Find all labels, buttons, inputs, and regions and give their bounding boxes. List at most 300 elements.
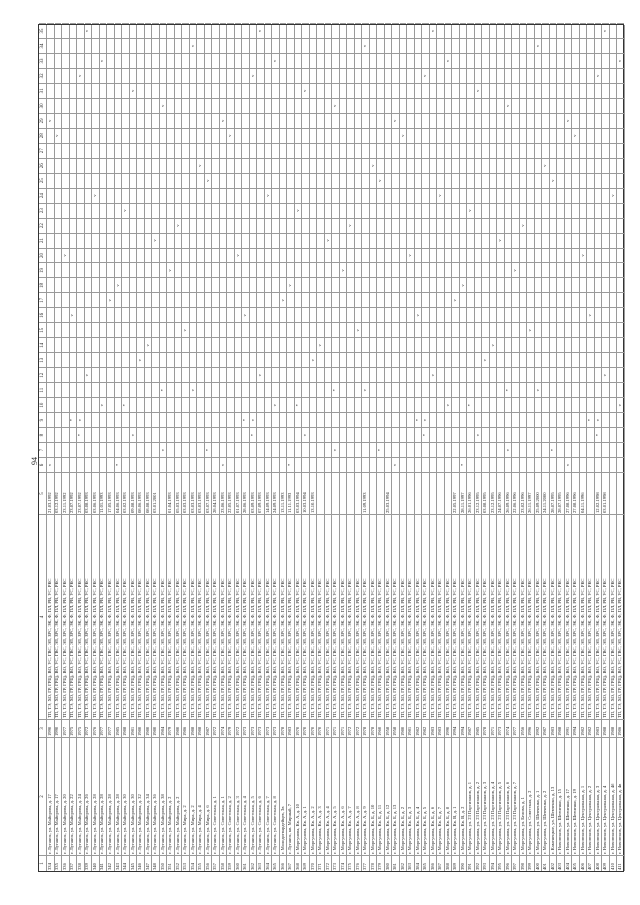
mark-cell xyxy=(505,322,512,337)
mark-cell xyxy=(197,23,204,38)
cell-year: 1973 xyxy=(497,719,504,737)
table-row xyxy=(407,25,415,871)
mark-cell xyxy=(475,457,482,472)
mark-cell xyxy=(467,322,474,337)
cell-year: 1958 xyxy=(385,719,392,737)
mark-cell xyxy=(182,248,189,263)
mark-cell xyxy=(325,262,332,277)
mark-cell xyxy=(490,38,497,53)
mark-cell xyxy=(385,203,392,218)
mark-cell xyxy=(437,143,444,158)
mark-cell xyxy=(145,442,152,457)
mark-cell xyxy=(527,367,534,382)
mark-cell xyxy=(62,457,69,472)
mark-cell xyxy=(520,38,527,53)
mark-cell xyxy=(160,188,167,203)
mark-cell xyxy=(287,233,294,248)
mark-cell xyxy=(235,128,242,143)
mark-cell xyxy=(100,173,107,188)
mark-cell xyxy=(475,203,482,218)
mark-cell xyxy=(205,262,212,277)
mark-cell: v xyxy=(295,203,302,218)
cell-year: 1975 xyxy=(70,719,77,737)
mark-cell xyxy=(55,83,62,98)
mark-cell xyxy=(100,143,107,158)
mark-cell xyxy=(55,38,62,53)
mark-cell xyxy=(542,412,549,427)
mark-cell xyxy=(317,113,324,128)
mark-cell: * xyxy=(595,427,602,442)
mark-cell xyxy=(227,98,234,113)
mark-cell xyxy=(535,23,542,38)
mark-cell xyxy=(317,23,324,38)
mark-cell: v xyxy=(332,442,339,457)
mark-cell xyxy=(115,98,122,113)
mark-cell xyxy=(257,158,264,173)
mark-cell xyxy=(505,83,512,98)
mark-cell xyxy=(145,307,152,322)
mark-cell xyxy=(610,382,617,397)
mark-cell xyxy=(115,427,122,442)
mark-cell: * xyxy=(377,442,384,457)
mark-cell xyxy=(535,158,542,173)
mark-cell xyxy=(460,113,467,128)
mark-cell xyxy=(302,233,309,248)
mark-cell xyxy=(55,233,62,248)
mark-cell xyxy=(197,173,204,188)
mark-cell xyxy=(550,38,557,53)
cell-n: 392 xyxy=(475,855,482,871)
mark-cell xyxy=(257,98,264,113)
mark-cell xyxy=(535,98,542,113)
cell-date: 07.09.1993 xyxy=(257,472,264,514)
cell-list: ТП, ТЭ, ХО, ГР, ГРЦ), ВО, УС, ГВС, ЭЛ, ЗРС, ЭК, Ф, ПЛ, РВ, УС, РКС xyxy=(100,514,107,719)
mark-cell xyxy=(587,23,594,38)
mark-cell xyxy=(355,218,362,233)
mark-cell: v xyxy=(550,173,557,188)
mark-cell xyxy=(302,68,309,83)
mark-cell xyxy=(272,38,279,53)
cell-list: ТП, ТЭ, ХО, ГР, ГРЦ), ВО, УС, ГВС, ЭЛ, ЗРС, ЭК, Ф, ПЛ, РВ, УС, РКС xyxy=(392,514,399,719)
mark-cell xyxy=(205,292,212,307)
mark-cell xyxy=(325,292,332,307)
cell-list: ТП, ТЭ, ХО, ГР, ГРЦ), ВО, УС, ГВС, ЭЛ, ЗРС, ЭК, Ф, ПЛ, РВ, УС, РКС xyxy=(160,514,167,719)
mark-cell xyxy=(587,367,594,382)
mark-cell xyxy=(182,307,189,322)
cell-date: 23.07.1992 xyxy=(77,472,84,514)
cell-date: 01.04.1993 xyxy=(167,472,174,514)
mark-cell: * xyxy=(415,412,422,427)
mark-cell xyxy=(55,248,62,263)
mark-cell xyxy=(527,113,534,128)
mark-cell xyxy=(347,457,354,472)
cell-addr: г. Моргунова, ул. 23 Партизанов, д. 3 xyxy=(482,737,489,855)
cell-addr: г. Моргунова, Кв. А, д. 8 xyxy=(355,737,362,855)
mark-cell xyxy=(370,68,377,83)
mark-cell: v xyxy=(332,98,339,113)
mark-cell xyxy=(242,262,249,277)
mark-cell xyxy=(295,233,302,248)
mark-cell xyxy=(302,307,309,322)
mark-cell xyxy=(475,322,482,337)
mark-cell xyxy=(152,143,159,158)
table-row xyxy=(92,25,100,871)
mark-cell xyxy=(505,292,512,307)
mark-cell xyxy=(332,188,339,203)
mark-cell xyxy=(287,38,294,53)
mark-cell xyxy=(340,83,347,98)
mark-cell xyxy=(130,322,137,337)
mark-cell xyxy=(47,442,54,457)
mark-cell xyxy=(460,337,467,352)
mark-cell xyxy=(115,262,122,277)
mark-cell xyxy=(497,128,504,143)
mark-cell xyxy=(452,397,459,412)
mark-cell xyxy=(527,53,534,68)
mark-cell xyxy=(587,337,594,352)
mark-cell xyxy=(272,382,279,397)
mark-cell xyxy=(310,248,317,263)
mark-cell xyxy=(332,218,339,233)
mark-cell: v xyxy=(115,277,122,292)
mark-cell: v xyxy=(565,113,572,128)
mark-cell xyxy=(490,143,497,158)
mark-cell xyxy=(287,158,294,173)
mark-cell xyxy=(47,337,54,352)
mark-cell xyxy=(302,322,309,337)
cell-addr: г. Луганск, ул. Майорова, д. 30 xyxy=(130,737,137,855)
mark-cell xyxy=(550,277,557,292)
mark-cell xyxy=(70,292,77,307)
mark-cell xyxy=(220,367,227,382)
mark-cell xyxy=(497,457,504,472)
mark-cell xyxy=(385,412,392,427)
mark-cell xyxy=(347,382,354,397)
mark-cell xyxy=(392,38,399,53)
mark-cell: v xyxy=(460,277,467,292)
mark-cell xyxy=(610,68,617,83)
mark-cell xyxy=(445,352,452,367)
mark-cell xyxy=(325,173,332,188)
cell-list: ТП, ТЭ, ХО, ГР, ГРЦ), ВО, УС, ГВС, ЭЛ, ЗРС, ЭК, Ф, ПЛ, РВ, УС, РКС xyxy=(310,514,317,719)
mark-cell xyxy=(557,277,564,292)
mark-cell xyxy=(227,68,234,83)
table-row xyxy=(520,25,528,871)
mark-cell xyxy=(580,173,587,188)
mark-cell xyxy=(182,188,189,203)
mark-cell xyxy=(482,173,489,188)
mark-cell xyxy=(107,248,114,263)
mark-cell xyxy=(422,203,429,218)
mark-cell xyxy=(152,382,159,397)
mark-cell xyxy=(242,23,249,38)
mark-cell xyxy=(145,83,152,98)
mark-cell xyxy=(227,53,234,68)
mark-cell xyxy=(160,322,167,337)
mark-cell xyxy=(340,352,347,367)
mark-cell xyxy=(77,128,84,143)
mark-cell xyxy=(482,38,489,53)
mark-cell xyxy=(77,367,84,382)
mark-cell xyxy=(482,113,489,128)
cell-year: 1986 xyxy=(617,719,624,737)
mark-cell xyxy=(212,128,219,143)
mark-cell xyxy=(130,158,137,173)
cell-list: ТП, ТЭ, ХО, ГР, ГРЦ), ВО, УС, ГВС, ЭЛ, ЗРС, ЭК, Ф, ПЛ, РВ, УС, РКС xyxy=(482,514,489,719)
mark-cell xyxy=(602,337,609,352)
mark-cell xyxy=(520,53,527,68)
mark-cell xyxy=(310,68,317,83)
mark-cell xyxy=(302,382,309,397)
cell-n: 360 xyxy=(235,855,242,871)
mark-cell xyxy=(227,83,234,98)
mark-cell xyxy=(265,173,272,188)
mark-cell xyxy=(535,248,542,263)
column-header: 33 xyxy=(39,53,46,68)
mark-cell xyxy=(407,113,414,128)
mark-cell xyxy=(92,233,99,248)
mark-cell xyxy=(460,203,467,218)
mark-cell xyxy=(295,68,302,83)
mark-cell xyxy=(542,38,549,53)
mark-cell xyxy=(602,98,609,113)
table-row xyxy=(272,25,280,871)
mark-cell xyxy=(550,218,557,233)
mark-cell: v xyxy=(587,307,594,322)
mark-cell xyxy=(287,143,294,158)
mark-cell xyxy=(580,53,587,68)
mark-cell xyxy=(452,98,459,113)
mark-cell xyxy=(220,322,227,337)
cell-year: 1975 xyxy=(77,719,84,737)
mark-cell xyxy=(445,382,452,397)
mark-cell xyxy=(580,68,587,83)
mark-cell xyxy=(265,367,272,382)
mark-cell xyxy=(317,397,324,412)
mark-cell xyxy=(145,113,152,128)
mark-cell xyxy=(182,262,189,277)
mark-cell xyxy=(497,113,504,128)
mark-cell xyxy=(565,352,572,367)
mark-cell xyxy=(280,262,287,277)
mark-cell xyxy=(197,337,204,352)
mark-cell: v xyxy=(235,248,242,263)
table-row xyxy=(437,25,445,871)
mark-cell xyxy=(100,38,107,53)
mark-cell xyxy=(92,457,99,472)
mark-cell xyxy=(265,442,272,457)
mark-cell xyxy=(377,113,384,128)
mark-cell xyxy=(325,322,332,337)
mark-cell xyxy=(122,322,129,337)
mark-cell xyxy=(280,442,287,457)
mark-cell xyxy=(92,83,99,98)
mark-cell xyxy=(475,307,482,322)
cell-addr: г. Моргунова, Кв. А, д. 6 xyxy=(340,737,347,855)
cell-list: ТП, ТЭ, ХО, ГР, ГРЦ), ВО, УС, ГВС, ЭЛ, ЗРС, ЭК, Ф, ПЛ, РВ, УС, РКС xyxy=(445,514,452,719)
mark-cell xyxy=(437,53,444,68)
mark-cell xyxy=(317,442,324,457)
table-row xyxy=(190,25,198,871)
mark-cell xyxy=(452,262,459,277)
mark-cell xyxy=(85,128,92,143)
mark-cell xyxy=(580,367,587,382)
mark-cell: v xyxy=(482,352,489,367)
mark-cell xyxy=(617,68,624,83)
cell-addr: г. Луганск, ул. Майорова, д. 36 xyxy=(152,737,159,855)
mark-cell xyxy=(482,218,489,233)
mark-cell xyxy=(137,262,144,277)
cell-addr: г. Моргунова, Кв. Б, д. 6 xyxy=(430,737,437,855)
cell-year: 1987 xyxy=(205,719,212,737)
mark-cell xyxy=(115,38,122,53)
mark-cell xyxy=(272,352,279,367)
mark-cell xyxy=(77,218,84,233)
mark-cell xyxy=(190,337,197,352)
mark-cell xyxy=(370,53,377,68)
mark-cell xyxy=(490,233,497,248)
mark-cell xyxy=(482,382,489,397)
cell-year: 1983 xyxy=(287,719,294,737)
table-row xyxy=(595,25,603,871)
column-header: 25 xyxy=(39,173,46,188)
mark-cell xyxy=(475,218,482,233)
cell-list: ТП, ТЭ, ХО, ГР, ГРЦ), ВО, УС, ГВС, ЭЛ, ЗРС, ЭК, Ф, ПЛ, РВ, УС, РКС xyxy=(572,514,579,719)
mark-cell xyxy=(460,427,467,442)
mark-cell xyxy=(280,322,287,337)
mark-cell xyxy=(55,367,62,382)
mark-cell xyxy=(47,98,54,113)
mark-cell xyxy=(70,442,77,457)
mark-cell xyxy=(310,38,317,53)
mark-cell xyxy=(272,277,279,292)
mark-cell xyxy=(595,397,602,412)
cell-list: ТП, ТЭ, ХО, ГР, ГРЦ), ВО, УС, ГВС, ЭЛ, ЗРС, ЭК, Ф, ПЛ, РВ, УС, РКС xyxy=(415,514,422,719)
mark-cell xyxy=(490,442,497,457)
mark-cell xyxy=(460,83,467,98)
column-header: 3 xyxy=(39,719,46,737)
mark-cell xyxy=(175,262,182,277)
mark-cell xyxy=(460,352,467,367)
cell-date xyxy=(422,472,429,514)
mark-cell xyxy=(542,98,549,113)
cell-n: 411 xyxy=(617,855,624,871)
mark-cell xyxy=(520,262,527,277)
mark-cell xyxy=(460,367,467,382)
mark-cell xyxy=(85,262,92,277)
mark-cell xyxy=(505,218,512,233)
mark-cell xyxy=(512,292,519,307)
mark-cell xyxy=(595,337,602,352)
mark-cell xyxy=(70,113,77,128)
mark-cell xyxy=(385,218,392,233)
mark-cell xyxy=(617,203,624,218)
mark-cell: v xyxy=(100,397,107,412)
cell-n: 381 xyxy=(392,855,399,871)
mark-cell xyxy=(512,397,519,412)
mark-cell xyxy=(587,83,594,98)
mark-cell xyxy=(287,442,294,457)
mark-cell xyxy=(182,98,189,113)
mark-cell xyxy=(317,53,324,68)
cell-list: ТП, ТЭ, ХО, ГР, ГРЦ), ВО, УС, ГВС, ЭЛ, ЗРС, ЭК, Ф, ПЛ, РВ, УС, РКС xyxy=(602,514,609,719)
cell-n: 353 xyxy=(182,855,189,871)
mark-cell xyxy=(610,173,617,188)
mark-cell xyxy=(197,53,204,68)
mark-cell xyxy=(370,98,377,113)
mark-cell xyxy=(107,53,114,68)
mark-cell xyxy=(347,292,354,307)
mark-cell xyxy=(332,412,339,427)
mark-cell xyxy=(212,53,219,68)
mark-cell xyxy=(475,367,482,382)
table-row xyxy=(205,25,213,871)
page-number: 94 xyxy=(30,457,39,465)
mark-cell xyxy=(85,173,92,188)
cell-addr: г. Луганск, ул. Майорова, д. 38 xyxy=(160,737,167,855)
mark-cell xyxy=(445,322,452,337)
mark-cell xyxy=(370,218,377,233)
mark-cell xyxy=(85,457,92,472)
mark-cell: v xyxy=(190,38,197,53)
mark-cell xyxy=(475,38,482,53)
mark-cell xyxy=(437,427,444,442)
mark-cell xyxy=(542,397,549,412)
mark-cell xyxy=(370,248,377,263)
mark-cell xyxy=(55,457,62,472)
mark-cell: v xyxy=(47,113,54,128)
mark-cell xyxy=(467,307,474,322)
mark-cell xyxy=(602,427,609,442)
mark-cell xyxy=(550,262,557,277)
mark-cell xyxy=(197,457,204,472)
mark-cell xyxy=(175,158,182,173)
mark-cell xyxy=(152,457,159,472)
mark-cell xyxy=(62,442,69,457)
mark-cell xyxy=(257,442,264,457)
mark-cell xyxy=(77,277,84,292)
table-row xyxy=(557,25,565,871)
mark-cell xyxy=(160,143,167,158)
cell-list: ТП, ТЭ, ХО, ГР, ГРЦ), ВО, УС, ГВС, ЭЛ, ЗРС, ЭК, Ф, ПЛ, РВ, УС, РКС xyxy=(325,514,332,719)
cell-date: 28.07.1995 xyxy=(550,472,557,514)
cell-date: 28.04.1993 xyxy=(212,472,219,514)
mark-cell xyxy=(370,203,377,218)
mark-cell xyxy=(272,292,279,307)
mark-cell xyxy=(325,412,332,427)
mark-cell xyxy=(602,397,609,412)
mark-cell xyxy=(137,188,144,203)
mark-cell xyxy=(587,203,594,218)
mark-cell xyxy=(610,322,617,337)
mark-cell xyxy=(550,128,557,143)
mark-cell xyxy=(557,292,564,307)
mark-cell xyxy=(317,427,324,442)
cell-date: 24.07.1996 xyxy=(497,472,504,514)
mark-cell: v xyxy=(182,322,189,337)
mark-cell xyxy=(362,352,369,367)
cell-n: 373 xyxy=(332,855,339,871)
mark-cell xyxy=(385,38,392,53)
mark-cell xyxy=(137,173,144,188)
mark-cell xyxy=(257,113,264,128)
mark-cell xyxy=(130,188,137,203)
mark-cell: * xyxy=(460,457,467,472)
cell-n: 338 xyxy=(77,855,84,871)
mark-cell xyxy=(107,98,114,113)
cell-n: 390 xyxy=(460,855,467,871)
mark-cell xyxy=(565,218,572,233)
